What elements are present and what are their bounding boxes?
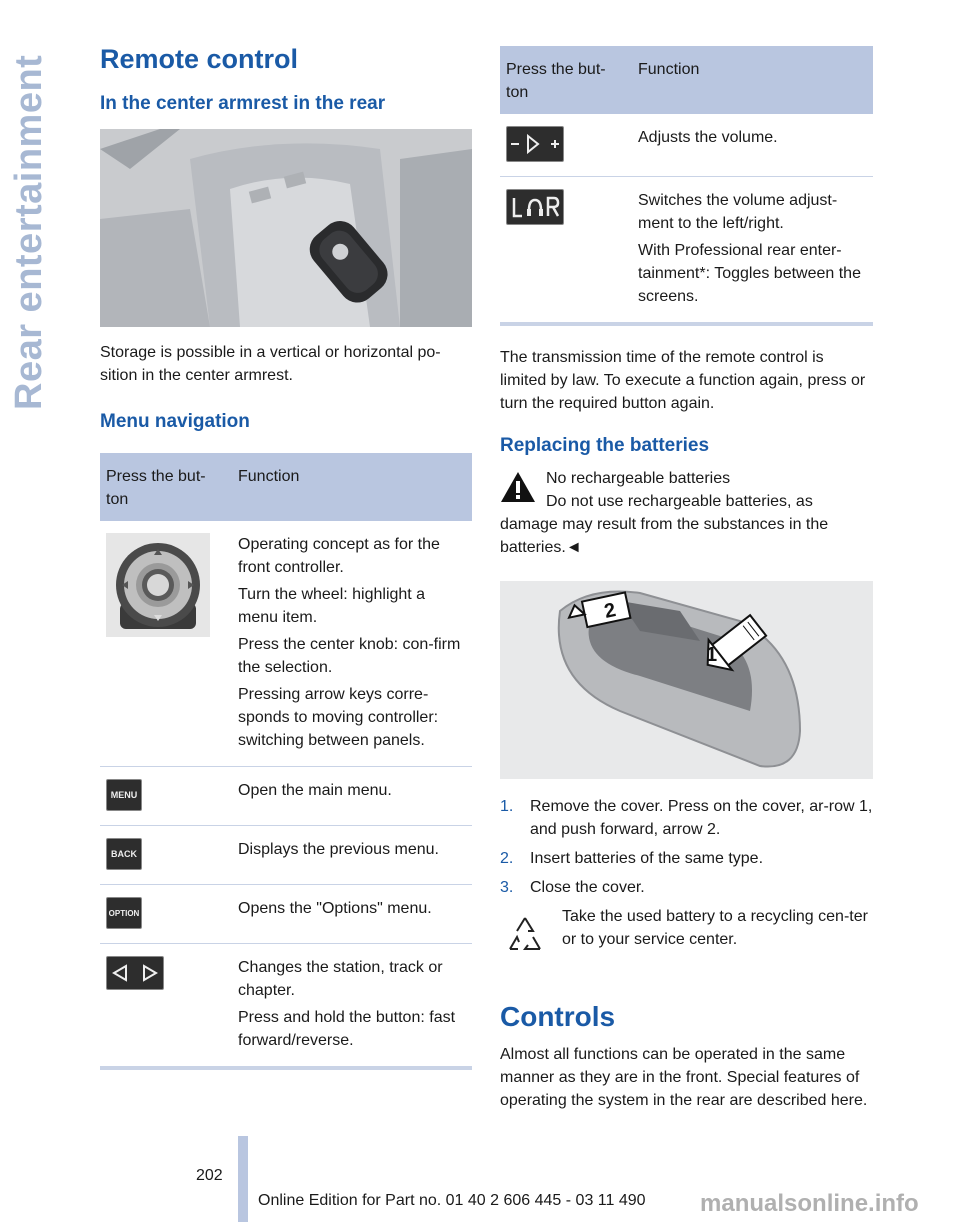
arrow-label-2: 2 bbox=[602, 599, 618, 623]
function-line: Open the main menu. bbox=[238, 782, 392, 799]
controls-title: Controls bbox=[500, 1001, 616, 1032]
armrest-photo bbox=[100, 129, 472, 327]
volume-table bbox=[500, 46, 873, 326]
online-edition-note: Online Edition for Part no. 01 40 2 606 445 - 03 11 490 bbox=[258, 1192, 646, 1209]
function-line: Displays the previous menu. bbox=[238, 841, 439, 858]
list-item: 2. Insert batteries of the same type. bbox=[500, 850, 764, 867]
controller-icon bbox=[106, 533, 210, 637]
table-row bbox=[100, 944, 472, 1069]
table-header-button: Press the but-ton bbox=[500, 46, 632, 114]
section-title: Remote control bbox=[100, 44, 299, 74]
armrest-illustration bbox=[100, 129, 472, 327]
table-header-function: Function bbox=[232, 453, 472, 521]
list-item: 1. Remove the cover. Press on the cover, ar-row 1, and push forward, arrow 2. bbox=[500, 798, 873, 838]
back-button-icon: BACK bbox=[106, 838, 142, 870]
recycle-note bbox=[500, 905, 873, 951]
option-button-icon: OPTION bbox=[106, 897, 142, 929]
recycle-text: Take the used battery to a recycling cen-ter or to your service center. bbox=[562, 908, 868, 948]
function-line: With Professional rear enter-tainment*: Toggles between the screens. bbox=[638, 242, 861, 305]
watermark: manualsonline.info bbox=[700, 1190, 919, 1217]
menu-button-icon: MENU bbox=[106, 779, 142, 811]
menu-navigation-table bbox=[100, 453, 472, 1070]
table-row bbox=[100, 826, 472, 885]
table-row bbox=[100, 521, 472, 767]
battery-cover-illustration bbox=[500, 581, 873, 779]
steps-list bbox=[500, 795, 873, 899]
table-header-button: Press the but-ton bbox=[100, 453, 232, 521]
warning-text: Do not use rechargeable batteries, as damage may result from the substances in the batteries.◄ bbox=[500, 493, 829, 556]
recycle-icon bbox=[502, 913, 548, 959]
volume-button-icon bbox=[506, 126, 564, 162]
controls-paragraph: Almost all functions can be operated in the same manner as they are in the front. Special features of operating the system in the rear are described here. bbox=[500, 1046, 868, 1109]
transmission-paragraph: The transmission time of the remote control is limited by law. To execute a function again, press or turn the required button again. bbox=[500, 349, 866, 412]
table-header-function: Function bbox=[632, 46, 873, 114]
page-number: 202 bbox=[196, 1167, 223, 1184]
table-row bbox=[500, 114, 873, 177]
function-line: Pressing arrow keys corre-sponds to moving controller: switching between panels. bbox=[238, 686, 439, 749]
left-column bbox=[100, 44, 472, 1070]
function-line: Press the center knob: con-firm the selection. bbox=[238, 636, 461, 676]
menu-navigation-title: Menu navigation bbox=[100, 411, 250, 432]
table-row bbox=[100, 885, 472, 944]
lr-button-icon bbox=[506, 189, 564, 225]
subsection-title: In the center armrest in the rear bbox=[100, 93, 386, 114]
function-line: Operating concept as for the front controller. bbox=[238, 536, 440, 576]
prev-next-button-icon bbox=[106, 956, 164, 990]
list-item: 3. Close the cover. bbox=[500, 879, 645, 896]
table-row bbox=[500, 177, 873, 325]
table-row bbox=[100, 767, 472, 826]
warning-block bbox=[500, 467, 873, 559]
function-line: Opens the "Options" menu. bbox=[238, 900, 432, 917]
function-line: Turn the wheel: highlight a menu item. bbox=[238, 586, 426, 626]
footer-bar bbox=[238, 1136, 248, 1222]
storage-paragraph: Storage is possible in a vertical or horizontal po-sition in the center armrest. bbox=[100, 344, 441, 384]
side-chapter-title: Rear entertainment bbox=[8, 54, 50, 410]
function-line: Press and hold the button: fast forward/reverse. bbox=[238, 1009, 456, 1049]
arrow-label-1: 1 bbox=[706, 644, 718, 666]
function-line: Changes the station, track or chapter. bbox=[238, 959, 443, 999]
warning-heading: No rechargeable batteries bbox=[546, 470, 731, 487]
batteries-title: Replacing the batteries bbox=[500, 435, 710, 456]
function-line: Switches the volume adjust-ment to the left/right. bbox=[638, 192, 838, 232]
warning-icon bbox=[500, 471, 536, 503]
function-line: Adjusts the volume. bbox=[638, 129, 778, 146]
right-column bbox=[500, 46, 873, 1112]
